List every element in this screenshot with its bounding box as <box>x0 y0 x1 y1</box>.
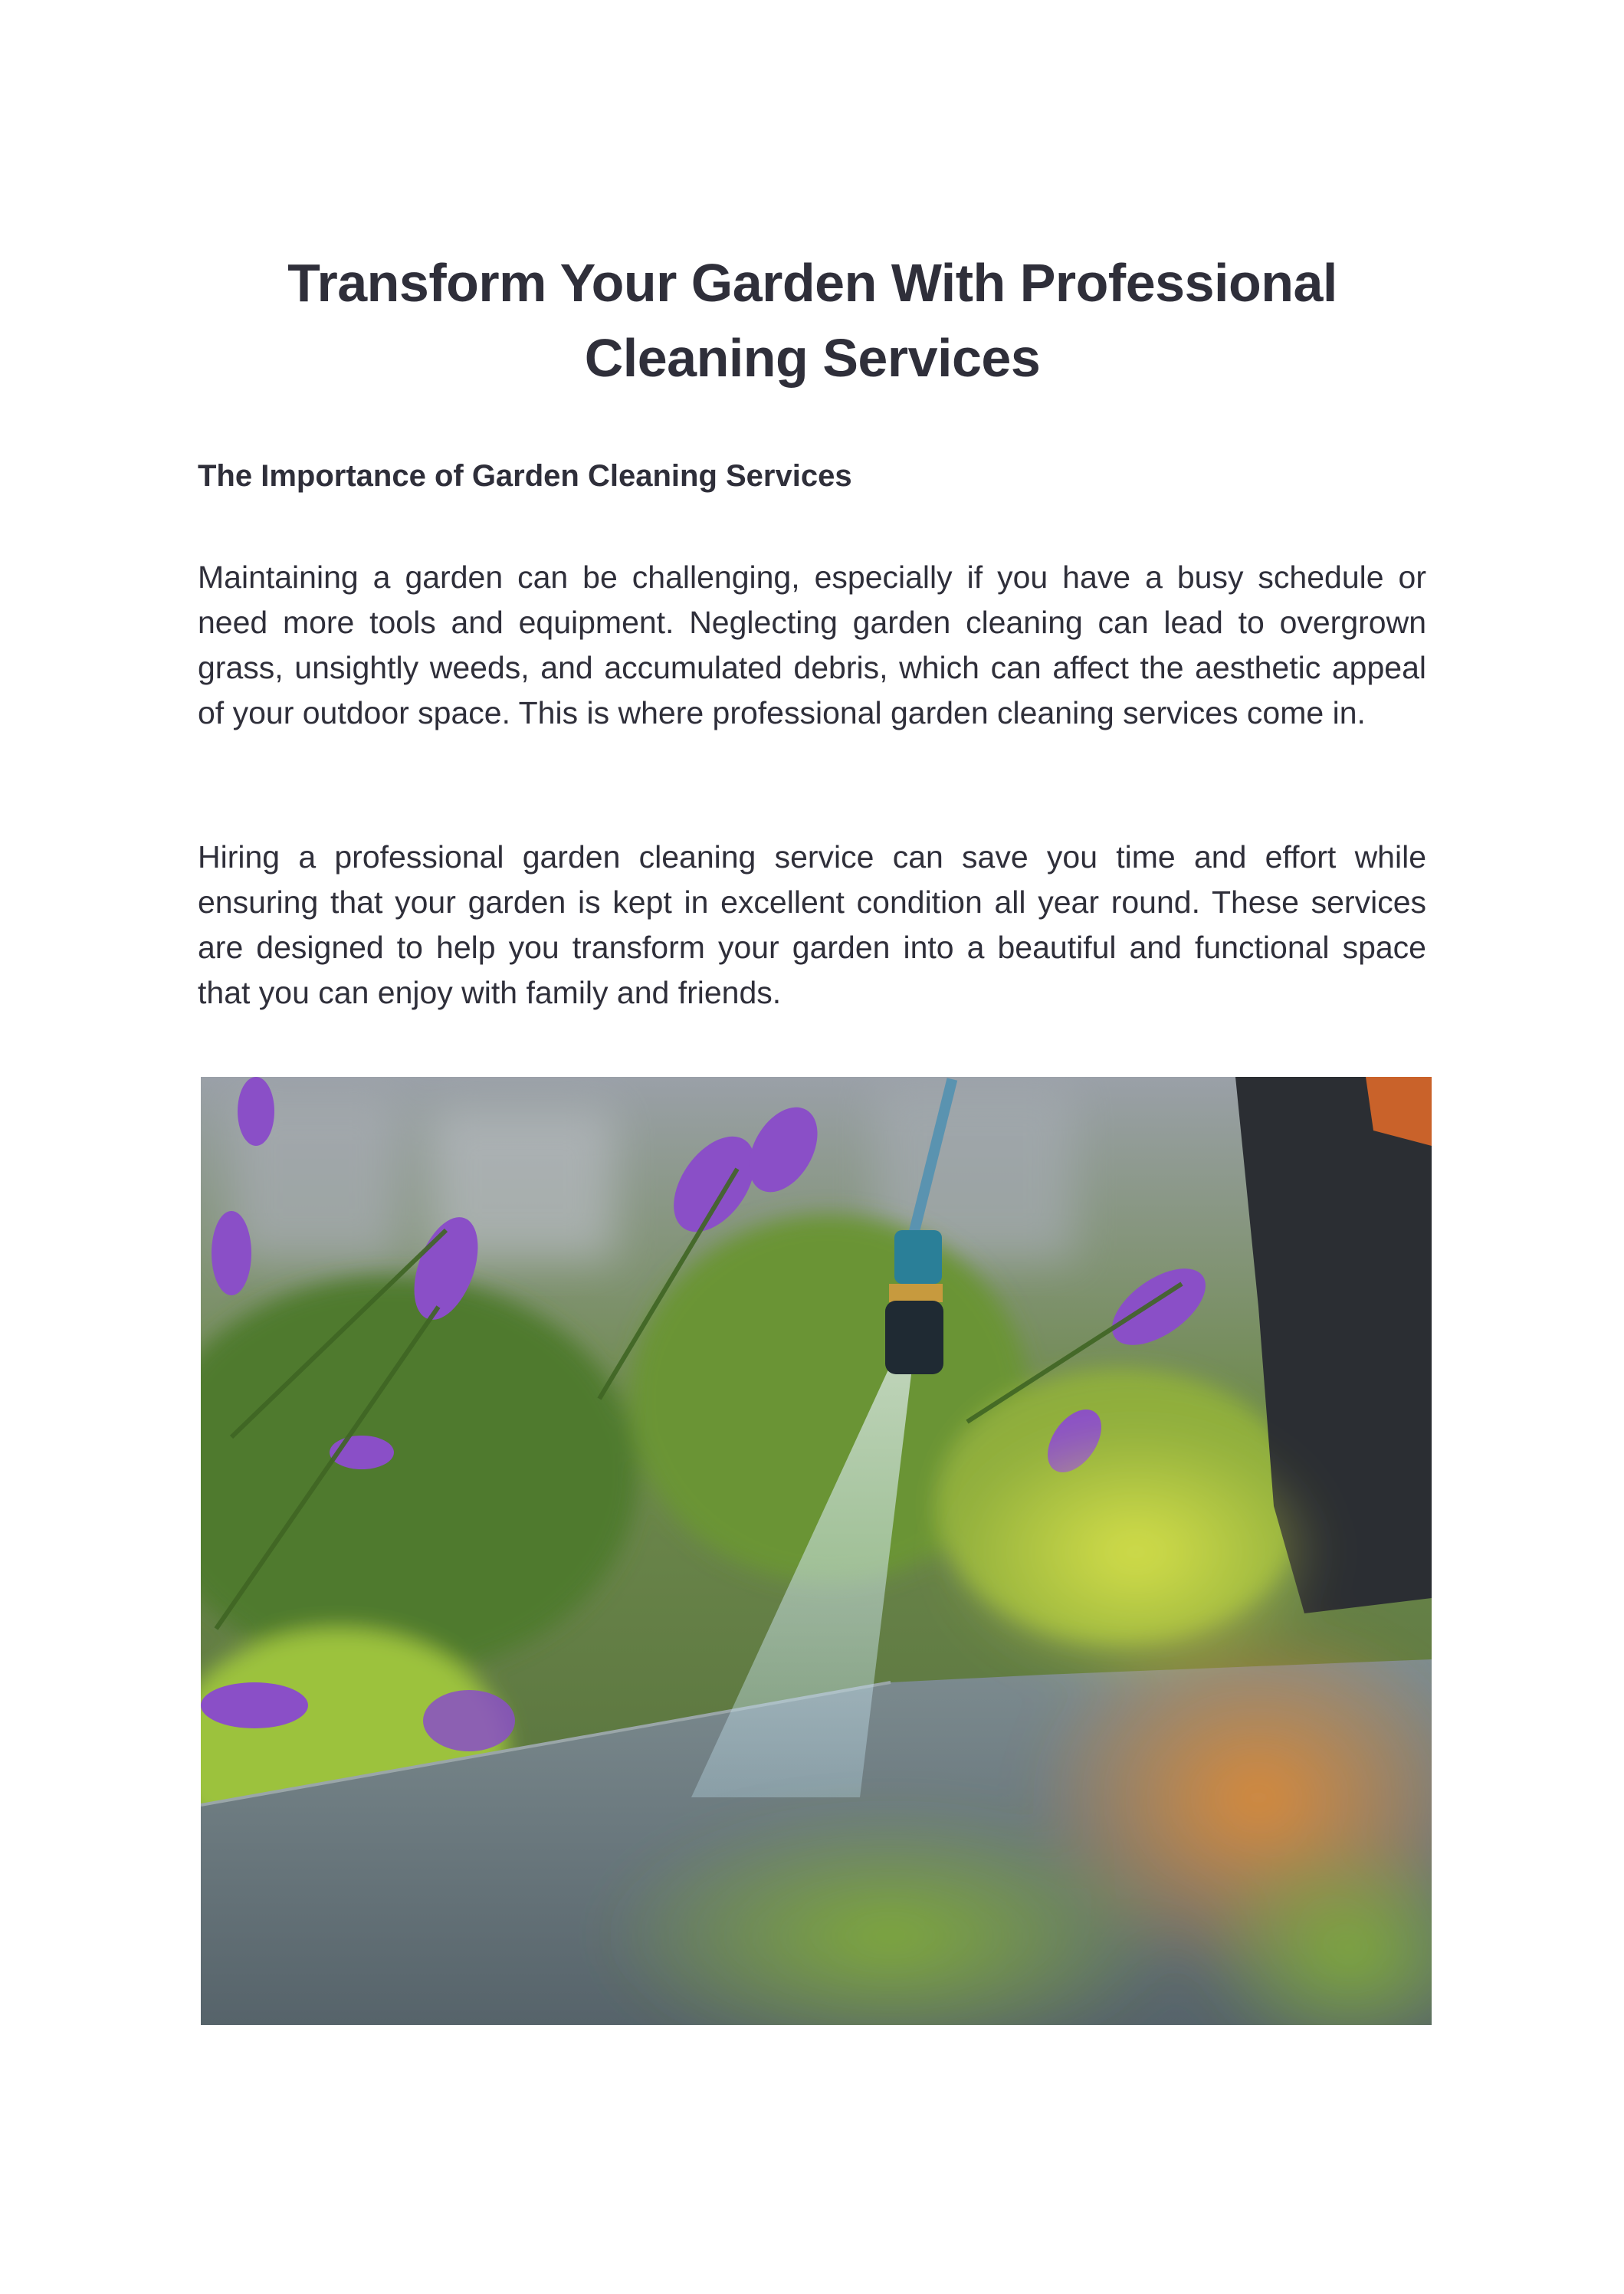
paragraph-1: Maintaining a garden can be challenging, especially if you have a busy schedule or need more tools and equipment. Neglecting garden cleaning can lead to overgrown grass, unsightly weeds, and accumulated debris, which can affect the aesthetic appeal of your outdoor space. This is where professional garden cleaning services come in. <box>198 560 1426 730</box>
section-heading: The Importance of Garden Cleaning Services <box>198 459 852 493</box>
paragraph-2: Hiring a professional garden cleaning service can save you time and effort while ensuring that your garden is kept in excellent condition all year round. These services are designed to help you transform your garden into a beautiful and functional space that you can enjoy with family and friends. <box>198 839 1426 1010</box>
garden-pressure-washing-photo <box>201 1077 1432 2025</box>
page-title: Transform Your Garden With Professional Cleaning Services <box>287 253 1337 388</box>
